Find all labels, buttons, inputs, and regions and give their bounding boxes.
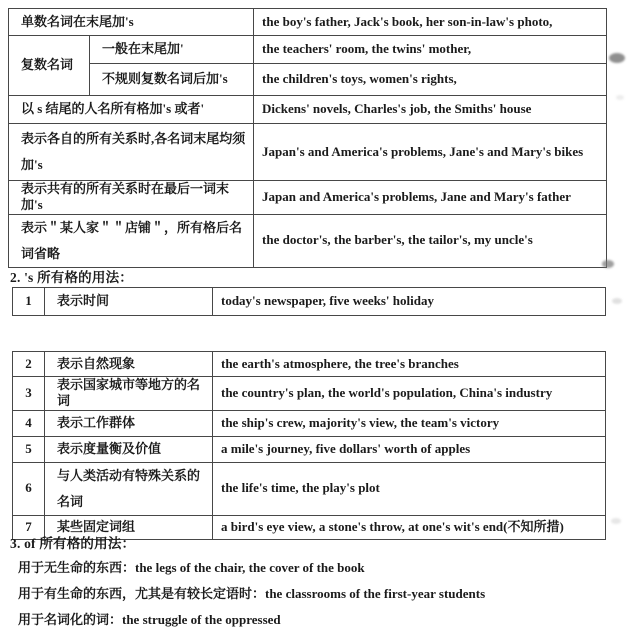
rule-cell: 表示度量衡及价值: [45, 436, 213, 462]
table-row: [9, 124, 607, 181]
apostrophe-s-usage-table-part2: [12, 351, 606, 540]
table-row: [9, 9, 607, 36]
section-heading-of-usage: 3. of 所有格的用法：: [10, 536, 136, 551]
rule-cell: 不规则复数名词后加's: [90, 64, 254, 96]
scan-artifact-smudge: [612, 298, 622, 304]
table-row: [9, 181, 607, 215]
possessive-formation-table: [8, 8, 607, 268]
row-number-cell: 3: [13, 377, 45, 411]
rule-cell: 单数名词在末尾加's: [9, 9, 254, 36]
table-row: [13, 410, 606, 436]
table-row: [9, 214, 607, 267]
table-row: [9, 96, 607, 124]
rule-cell: 一般在末尾加': [90, 36, 254, 64]
row-number-cell: 6: [13, 462, 45, 515]
rule-cell: 以 s 结尾的人名所有格加's 或者': [9, 96, 254, 124]
example-cell: a bird's eye view, a stone's throw, at one's wit's end(不知所措): [213, 515, 606, 539]
table-row: [13, 436, 606, 462]
usage-line-inanimate: 用于无生命的东西：the legs of the chair, the cover of the book: [18, 560, 365, 575]
table-row: [9, 64, 607, 96]
example-cell: the doctor's, the barber's, the tailor's, my uncle's: [254, 214, 607, 267]
table-row: [13, 352, 606, 377]
scan-artifact-smudge: [616, 95, 624, 100]
section-heading-apostrophe-s-usage: 2. 's 所有格的用法：: [10, 270, 133, 285]
table-row: [9, 36, 607, 64]
rule-cell: 与人类活动有特殊关系的名词: [45, 462, 213, 515]
scan-artifact-smudge: [609, 53, 625, 63]
rule-cell: 表示各自的所有关系时,各名词末尾均须加's: [9, 124, 254, 181]
table-row: [13, 377, 606, 411]
rule-cell: 表示＂某人家＂＂店铺＂，所有格后名词省略: [9, 214, 254, 267]
example-cell: Japan's and America's problems, Jane's and Mary's bikes: [254, 124, 607, 181]
example-cell: the earth's atmosphere, the tree's branches: [213, 352, 606, 377]
example-cell: a mile's journey, five dollars' worth of apples: [213, 436, 606, 462]
usage-line-nominalized: 用于名词化的词：the struggle of the oppressed: [18, 612, 281, 627]
example-cell: the teachers' room, the twins' mother,: [254, 36, 607, 64]
row-number-cell: 7: [13, 515, 45, 539]
rule-cell: 表示工作群体: [45, 410, 213, 436]
example-cell: the ship's crew, majority's view, the team's victory: [213, 410, 606, 436]
scan-artifact-smudge: [611, 518, 621, 524]
example-cell: today's newspaper, five weeks' holiday: [213, 288, 606, 316]
rule-cell: 表示共有的所有关系时在最后一词末加's: [9, 181, 254, 215]
rule-cell: 表示国家城市等地方的名词: [45, 377, 213, 411]
example-cell: the country's plan, the world's population, China's industry: [213, 377, 606, 411]
table-row: [13, 288, 606, 316]
table-row: [13, 462, 606, 515]
row-number-cell: 2: [13, 352, 45, 377]
rule-cell: 表示自然现象: [45, 352, 213, 377]
apostrophe-s-usage-table-part1: [12, 287, 606, 316]
row-number-cell: 4: [13, 410, 45, 436]
example-cell: Dickens' novels, Charles's job, the Smiths' house: [254, 96, 607, 124]
usage-line-animate: 用于有生命的东西，尤其是有较长定语时：the classrooms of the first-year students: [18, 586, 486, 601]
example-cell: the children's toys, women's rights,: [254, 64, 607, 96]
rule-group-cell: 复数名词: [9, 36, 90, 96]
rule-cell: 表示时间: [45, 288, 213, 316]
row-number-cell: 1: [13, 288, 45, 316]
rule-cell: 某些固定词组: [45, 515, 213, 539]
row-number-cell: 5: [13, 436, 45, 462]
example-cell: the boy's father, Jack's book, her son-in-law's photo,: [254, 9, 607, 36]
example-cell: the life's time, the play's plot: [213, 462, 606, 515]
example-cell: Japan and America's problems, Jane and Mary's father: [254, 181, 607, 215]
